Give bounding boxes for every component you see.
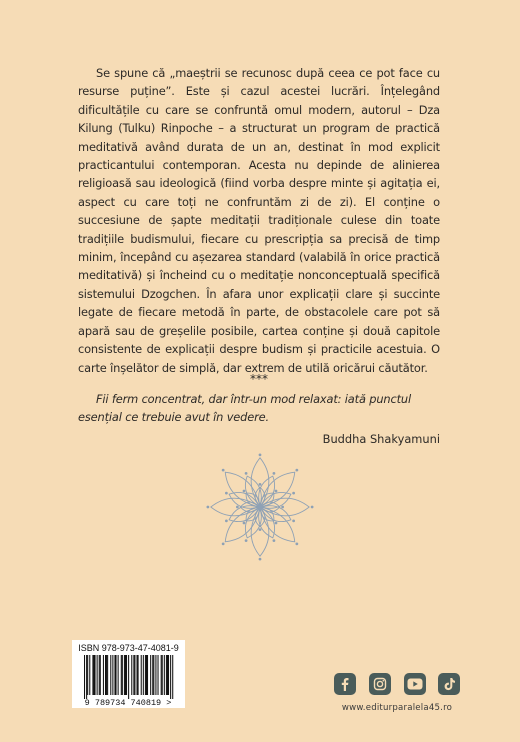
social-links xyxy=(334,673,460,697)
book-description xyxy=(78,64,440,377)
tiktok-icon[interactable] xyxy=(438,673,460,695)
facebook-icon[interactable] xyxy=(334,673,356,695)
quote-author: Buddha Shakyamuni xyxy=(322,432,440,446)
mandala-ornament-icon xyxy=(201,448,319,566)
publisher-website[interactable]: www.editurparalela45.ro xyxy=(341,703,453,713)
isbn-barcode xyxy=(72,640,185,708)
isbn-label: ISBN 978-973-47-4081-9 xyxy=(78,643,179,653)
youtube-icon[interactable] xyxy=(404,673,426,695)
instagram-icon[interactable] xyxy=(369,673,391,695)
description-paragraph: Se spune că „maeștrii se recunosc după ceea ce pot face cu resurse puține”. Este și cazul acestei lucrări. Înțelegând dificultățile cu care se confruntă omul modern, autorul – Dza Kilung (Tulku) Rinpoche – a structurat un program de practică meditativă având durata de un an, destinat în mod explicit practicantului contemporan. Acesta nu depinde de alinierea religioasă sau ideologică (fiind vorba despre minte și agitația ei, aspect cu care toți ne confruntăm zi de zi). El conține o succesiune de șapte meditații tradiționale culese din toate tradițiile budismului, fiecare cu prescripția sa precisă de timp minim, începând cu așezarea standard (valabilă în orice practică meditativă) și încheind cu o meditație nonconceptuală specifică sistemului Dzogchen. În afara unor explicații clare și succinte legate de fiecare metodă în parte, de obstacolele care pot să apară sau de greșelile posibile, cartea conține și două capitole consistente de explicații despre budism și practicile acestuia. O carte înșelător de simplă, dar extrem de utilă oricărui căutător. xyxy=(78,66,440,375)
barcode-image xyxy=(76,655,181,707)
quote-text: Fii ferm concentrat, dar într-un mod relaxat: iată punctul esențial ce trebuie avut în vedere. xyxy=(78,392,411,425)
barcode-digits: 9 789734 740819 > xyxy=(84,698,172,707)
section-separator: *** xyxy=(250,372,268,386)
